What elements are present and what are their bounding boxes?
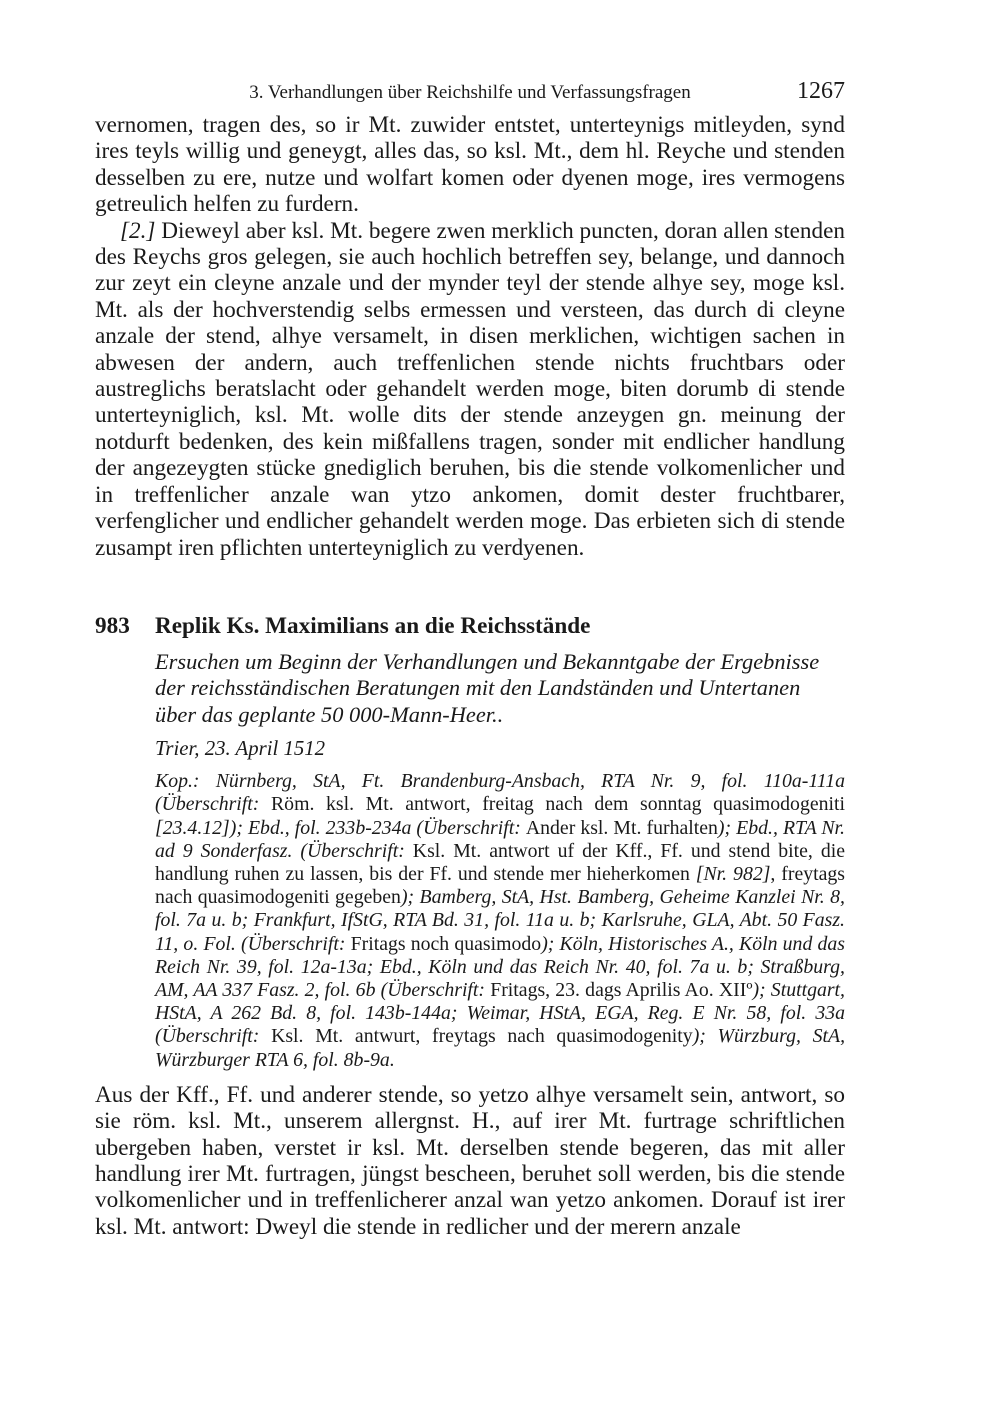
document-apparatus bbox=[155, 649, 845, 1072]
paragraph: Aus der Kff., Ff. und anderer stende, so yetzo alhye versamelt sein, antwort, so sie röm. ksl. Mt., unserem allergnst. H., auf irer Mt. furtrage schriftlichen ubergeben haben, verstet ir ksl. Mt. derselben stende begeren, das mit aller handlung irer Mt. furtragen, jüngst bescheen, beruhet soll werden, bis die stende volkomenlicher und in treffenlicherer anzal wan yetzo ankomen. Dorauf ist irer ksl. Mt. antwort: Dweyl die stende in redlicher und der merern anzale bbox=[95, 1081, 845, 1240]
document-text bbox=[95, 1082, 845, 1240]
source-quote: Fritags noch quasimodo bbox=[350, 932, 542, 955]
source-quote: Fritags, 23. dags Aprilis Ao. XIIº bbox=[490, 978, 753, 1001]
source-citation: Kop.: Nürnberg, StA, Ft. Brandenburg-Ansbach, RTA Nr. 9, fol. 110a-111a (Überschrift: bbox=[155, 770, 845, 816]
document-page bbox=[95, 74, 845, 1240]
header-title: 3. Verhandlungen über Reichshilfe und Verfassungsfragen bbox=[249, 82, 691, 103]
source-notes bbox=[155, 770, 845, 1072]
regest: Ersuchen um Beginn der Verhandlungen und Bekanntgabe der Ergebnisse der reichsständischen Beratungen mit den Landständen und Untertanen über das geplante 50 000-Mann-Heer.. bbox=[155, 648, 820, 727]
source-quote: Röm. ksl. Mt. antwort, freitag nach dem sonntag quasimodogeniti bbox=[270, 793, 846, 816]
source-citation: ); Würzburg, StA, Würzburger RTA 6, fol. 8b-9a. bbox=[155, 1025, 846, 1071]
page-number: 1267 bbox=[797, 78, 845, 104]
source-quote: Ksl. Mt. antwort uf der Kff., Ff. und stend bite, die handlung ruhen zu lassen, bis der Ff. und stende mer hieherkomen bbox=[155, 839, 846, 885]
document-title: Replik Ks. Maximilians an die Reichsstände bbox=[155, 612, 591, 639]
source-quote: Ander ksl. Mt. furhalten bbox=[525, 816, 718, 839]
source-citation: ); Ebd., RTA Nr. ad 9 Sonderfasz. (Überschrift: bbox=[155, 816, 845, 862]
running-header bbox=[95, 74, 845, 112]
document-number: 983 bbox=[95, 612, 130, 639]
source-quote: Ksl. Mt. antwurt, freytags nach quasimodogenity bbox=[271, 1025, 693, 1048]
section-marker: [2.] bbox=[120, 217, 156, 244]
paragraph-text: Dieweyl aber ksl. Mt. begere zwen merklich puncten, doran allen stenden des Reychs gros gelegen, sie auch hochlich betreffen sey, belange, und dannoch zur zeyt ein cleyne anzale und der mynder teyl der stende alhye sey, moge ksl. Mt. als der hochverstendig selbs ermessen und versteen, das durch di cleyne anzale der stend, alhye versamelt, in disen merklichen, wichtigen sachen in abwesen der andern, auch treffenlichen stende nichts fruchtbars oder austreglichs beratslacht oder gehandelt werden moge, biten dorumb di stende unterteyniglich, ksl. Mt. wolle dits der stende anzeygen gn. meinung der notdurft bedenken, des kein mißfallens tragen, sonder mit endlicher handlung der angezeygten stücke gnediglich beruhen, bis die stende volkomenlicher und in treffenlicher anzale wan ytzo ankomen, domit dester fruchtbarer, verfenglicher und endlicher gehandelt werden moge. Das erbieten sich di stende zusampt iren pflichten unterteyniglich zu verdyenen. bbox=[95, 217, 845, 561]
source-citation: ); Köln, Historisches A., Köln und das Reich Nr. 39, fol. 12a-13a; Ebd., Köln und das Reich Nr. 40, fol. 7a u. b; Straßburg, AM, AA 337 Fasz. 2, fol. 6b (Überschrift: bbox=[155, 932, 845, 1001]
paragraph bbox=[95, 218, 845, 561]
document-heading bbox=[95, 613, 845, 643]
top-text bbox=[95, 112, 845, 561]
source-citation: [Nr. 982] bbox=[689, 862, 771, 885]
place-date: Trier, 23. April 1512 bbox=[155, 737, 326, 761]
source-citation: ); Stuttgart, HStA, A 262 Bd. 8, fol. 143b-144a; Weimar, HStA, EGA, Reg. E Nr. 58, fol. 33a (Überschrift: bbox=[155, 978, 845, 1048]
source-citation: ); Bamberg, StA, Hst. Bamberg, Geheime Kanzlei Nr. 8, fol. 7a u. b; Frankfurt, IfStG, RTA Bd. 31, fol. 11a u. b; Karlsruhe, GLA, Abt. 50 Fasz. 11, o. Fol. (Überschrift: bbox=[155, 886, 845, 955]
paragraph: vernomen, tragen des, so ir Mt. zuwider entstet, unterteynigs mitleyden, synd ires teyls willig und geneygt, alles das, so ksl. Mt., dem hl. Reyche und stenden desselben zu ere, nutze und wolfart komen oder dyenen moge, ires vermogens getreulich helfen zu furdern. bbox=[95, 112, 845, 218]
source-quote: , freytags nach quasimodogeniti gegeben bbox=[155, 862, 845, 909]
source-citation: [23.4.12]); Ebd., fol. 233b-234a (Überschrift: bbox=[155, 816, 526, 839]
